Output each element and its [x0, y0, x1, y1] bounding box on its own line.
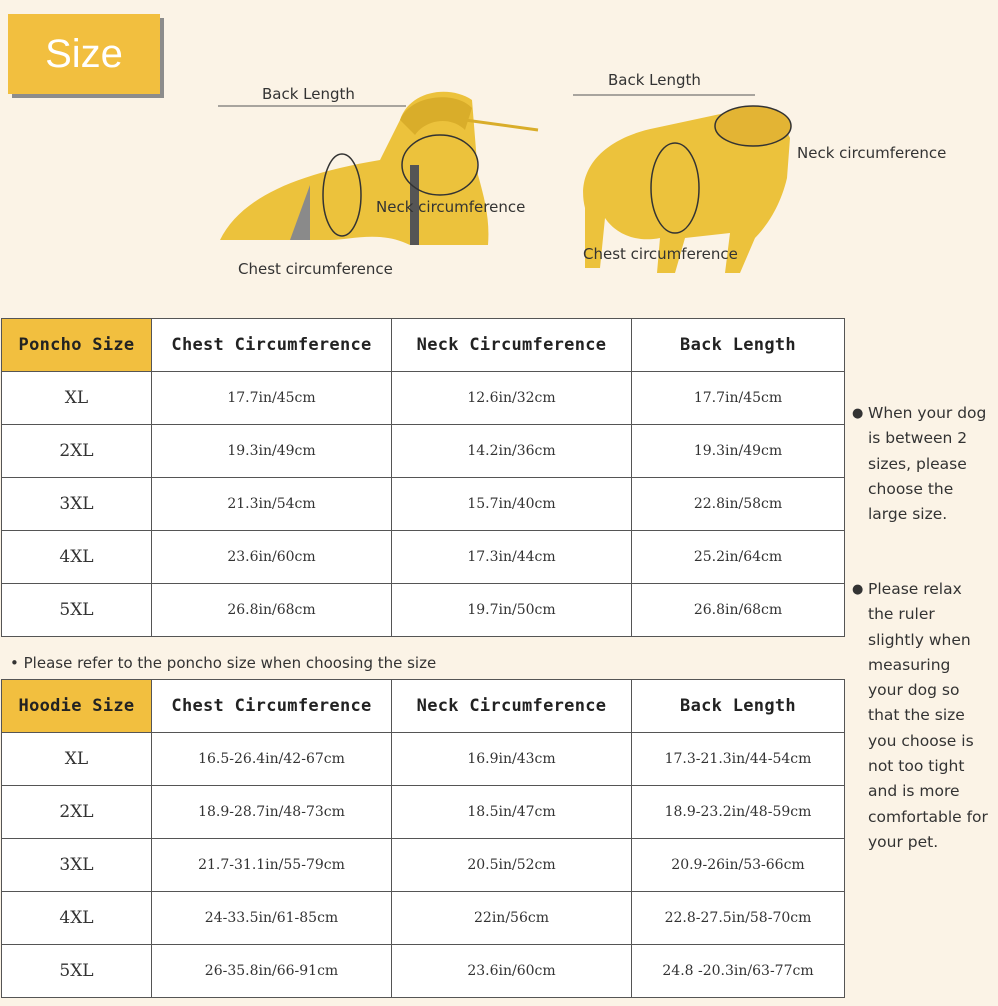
neck-cell: 22in/56cm [392, 892, 632, 945]
neck-cell: 15.7in/40cm [392, 478, 632, 531]
note-line: Please relax [868, 580, 962, 598]
size-cell: 5XL [2, 584, 152, 637]
note-line: choose the [868, 479, 954, 498]
size-badge-label: Size [45, 31, 123, 76]
side-note-measure-tip [852, 577, 998, 855]
neck-cell: 14.2in/36cm [392, 425, 632, 478]
size-badge [8, 14, 160, 94]
hoodie-back-length-label: Back Length [608, 71, 701, 89]
poncho-back-header: Back Length [632, 319, 845, 372]
note-line: the ruler [868, 605, 935, 624]
hoodie-neck-header: Neck Circumference [392, 680, 632, 733]
poncho-neck-header: Neck Circumference [392, 319, 632, 372]
chest-cell: 21.7-31.1in/55-79cm [152, 839, 392, 892]
bullet-icon: • [10, 654, 19, 672]
note-line: large size. [868, 505, 948, 524]
hoodie-figure [565, 68, 985, 288]
chest-cell: 21.3in/54cm [152, 478, 392, 531]
table-row [2, 945, 845, 998]
table-row [2, 531, 845, 584]
side-note-size-tip [852, 401, 998, 527]
back-cell: 25.2in/64cm [632, 531, 845, 584]
back-cell: 18.9-23.2in/48-59cm [632, 786, 845, 839]
poncho-size-table [1, 318, 845, 637]
table-row [2, 584, 845, 637]
table-row [2, 733, 845, 786]
back-cell: 17.3-21.3in/44-54cm [632, 733, 845, 786]
note-line: is between 2 [868, 429, 968, 448]
poncho-back-length-label: Back Length [262, 85, 355, 103]
back-cell: 26.8in/68cm [632, 584, 845, 637]
hoodie-chest-label: Chest circumference [583, 245, 738, 263]
table-row [2, 478, 845, 531]
neck-cell: 20.5in/52cm [392, 839, 632, 892]
note-line: measuring [868, 655, 951, 674]
neck-cell: 19.7in/50cm [392, 584, 632, 637]
table-row [2, 425, 845, 478]
back-cell: 24.8 -20.3in/63-77cm [632, 945, 845, 998]
back-cell: 17.7in/45cm [632, 372, 845, 425]
neck-cell: 23.6in/60cm [392, 945, 632, 998]
note-line: slightly when [868, 630, 971, 649]
note-line: your dog so [868, 681, 960, 700]
note-line: and is more [868, 782, 960, 801]
note-line: not too tight [868, 757, 965, 776]
poncho-neck-label: Neck circumference [376, 198, 526, 216]
size-cell: 4XL [2, 531, 152, 584]
note-line: that the size [868, 706, 965, 725]
chest-cell: 23.6in/60cm [152, 531, 392, 584]
note-line: When your dog [868, 404, 987, 422]
poncho-chest-header: Chest Circumference [152, 319, 392, 372]
table-row [2, 839, 845, 892]
table-row [2, 372, 845, 425]
poncho-chest-label: Chest circumference [238, 260, 393, 278]
chest-cell: 26.8in/68cm [152, 584, 392, 637]
back-cell: 22.8-27.5in/58-70cm [632, 892, 845, 945]
size-cell: 2XL [2, 786, 152, 839]
back-cell: 20.9-26in/53-66cm [632, 839, 845, 892]
size-cell: 4XL [2, 892, 152, 945]
table-row [2, 786, 845, 839]
poncho-figure [210, 80, 555, 280]
hoodie-chest-header: Chest Circumference [152, 680, 392, 733]
neck-cell: 18.5in/47cm [392, 786, 632, 839]
chest-cell: 18.9-28.7in/48-73cm [152, 786, 392, 839]
poncho-note [10, 654, 436, 672]
neck-cell: 16.9in/43cm [392, 733, 632, 786]
hoodie-back-header: Back Length [632, 680, 845, 733]
chest-cell: 24-33.5in/61-85cm [152, 892, 392, 945]
hoodie-header-row [2, 680, 845, 733]
neck-cell: 12.6in/32cm [392, 372, 632, 425]
size-cell: XL [2, 372, 152, 425]
size-cell: 3XL [2, 478, 152, 531]
neck-cell: 17.3in/44cm [392, 531, 632, 584]
note-line: you choose is [868, 731, 974, 750]
size-cell: 2XL [2, 425, 152, 478]
size-cell: XL [2, 733, 152, 786]
poncho-note-text: Please refer to the poncho size when choosing the size [23, 654, 437, 672]
note-line: your pet. [868, 832, 939, 851]
bullet-icon: ● [852, 406, 864, 421]
back-cell: 19.3in/49cm [632, 425, 845, 478]
poncho-illustration [210, 80, 555, 280]
note-line: sizes, please [868, 454, 967, 473]
chest-cell: 26-35.8in/66-91cm [152, 945, 392, 998]
bullet-icon: ● [852, 582, 864, 597]
chest-cell: 19.3in/49cm [152, 425, 392, 478]
hoodie-neck-label: Neck circumference [797, 144, 947, 162]
table-row [2, 892, 845, 945]
poncho-size-header: Poncho Size [2, 319, 152, 372]
size-cell: 5XL [2, 945, 152, 998]
note-line: comfortable for [868, 807, 988, 826]
hoodie-size-header: Hoodie Size [2, 680, 152, 733]
size-cell: 3XL [2, 839, 152, 892]
hoodie-size-table [1, 679, 845, 998]
chest-cell: 16.5-26.4in/42-67cm [152, 733, 392, 786]
back-cell: 22.8in/58cm [632, 478, 845, 531]
poncho-header-row [2, 319, 845, 372]
chest-cell: 17.7in/45cm [152, 372, 392, 425]
